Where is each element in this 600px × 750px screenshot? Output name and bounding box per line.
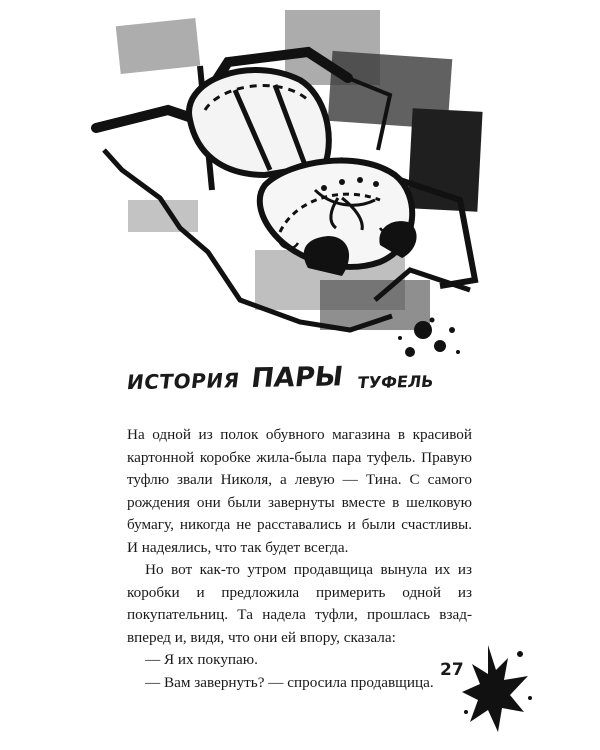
paragraph: — Вам завернуть? — спросила продавщица. bbox=[145, 673, 434, 691]
paragraph: На одной из полок обувного магазина в красивой картонной коробке жила-была пара туфель. Правую туфлю звали Николя, а левую — Тина. С самого рождения они были завернуты вместе в шелковую бумагу, никогда не расставались и были счастливы. И надеялись, что так будет всегда. bbox=[127, 426, 472, 556]
page-number: 27 bbox=[440, 660, 464, 680]
chapter-title bbox=[124, 359, 490, 405]
shoes-illustration bbox=[80, 0, 540, 370]
chapter-title-word-2: ПАРЫ bbox=[249, 361, 345, 394]
ink-splat-decoration bbox=[458, 640, 538, 740]
paragraph: Но вот как-то утром продавщица вынула их из коробки и предложила примерить одной из покупательниц. Та надела туфли, прошлась взад-вперед и, видя, что они ей впору, сказала: bbox=[127, 561, 472, 646]
paragraph: — Я их покупаю. bbox=[145, 651, 258, 668]
chapter-title-word-1: ИСТОРИЯ bbox=[125, 368, 242, 395]
chapter-title-word-3: ТУФЕЛЬ bbox=[356, 371, 435, 393]
story-text bbox=[127, 424, 472, 694]
